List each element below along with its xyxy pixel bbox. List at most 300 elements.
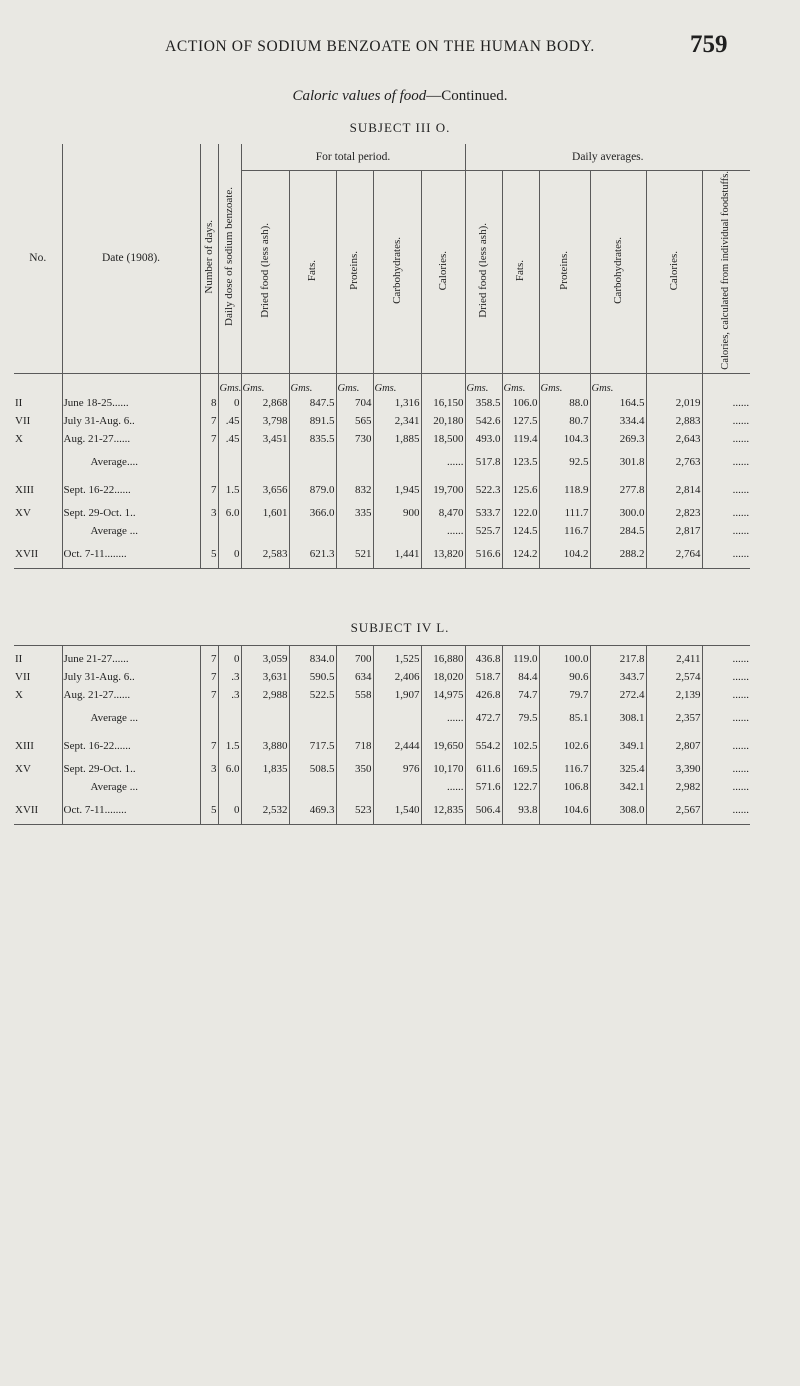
cell-daily-carbs: 277.8 bbox=[590, 476, 646, 504]
unit-label: Gms. bbox=[218, 373, 241, 394]
cell-total-fats: 834.0 bbox=[289, 650, 336, 668]
cell-dose: .45 bbox=[218, 430, 241, 448]
period-number: XV bbox=[15, 506, 31, 519]
daily-averages-header: Daily averages. bbox=[465, 144, 750, 171]
cell-daily-calories: 2,764 bbox=[646, 540, 702, 569]
cell-total-fats: 621.3 bbox=[289, 540, 336, 569]
cell-daily-calc: ...... bbox=[702, 430, 750, 448]
subject-3-table bbox=[14, 144, 750, 569]
cell-daily-carbs: 349.1 bbox=[590, 732, 646, 760]
cell-daily-fats: 122.7 bbox=[502, 778, 539, 796]
cell-total-fats: 835.5 bbox=[289, 430, 336, 448]
table-row bbox=[14, 412, 750, 430]
cell-total-calories: 14,975 bbox=[421, 686, 465, 704]
table-caption bbox=[0, 88, 800, 105]
cell-dose bbox=[218, 704, 241, 732]
cell-total-carbs bbox=[373, 704, 421, 732]
cell-daily-proteins: 92.5 bbox=[539, 448, 590, 476]
cell-daily-fats: 119.0 bbox=[502, 650, 539, 668]
cell-total-dried: 2,532 bbox=[241, 796, 289, 825]
cell-total-fats: 508.5 bbox=[289, 760, 336, 778]
date-cell: Sept. 16-22...... bbox=[62, 476, 200, 504]
cell-daily-fats: 123.5 bbox=[502, 448, 539, 476]
unit-cell-blank bbox=[646, 373, 702, 394]
cell-daily-dried: 554.2 bbox=[465, 732, 502, 760]
unit-label: Gms. bbox=[373, 373, 421, 394]
cell-days: 3 bbox=[200, 760, 218, 778]
average-label: Average.... bbox=[62, 448, 200, 476]
unit-label: Gms. bbox=[241, 373, 289, 394]
cell-daily-carbs: 300.0 bbox=[590, 504, 646, 522]
cell-daily-calories: 2,763 bbox=[646, 448, 702, 476]
unit-label: Gms. bbox=[289, 373, 336, 394]
cell-daily-dried: 542.6 bbox=[465, 412, 502, 430]
table-row bbox=[14, 732, 750, 760]
cell-daily-calories: 2,814 bbox=[646, 476, 702, 504]
unit-cell-blank bbox=[702, 373, 750, 394]
cell-daily-proteins: 79.7 bbox=[539, 686, 590, 704]
col-total-dried-header: Dried food (less ash). bbox=[241, 171, 289, 374]
period-number: II bbox=[15, 396, 23, 409]
unit-cell-blank bbox=[200, 373, 218, 394]
col-days-header: Number of days. bbox=[200, 144, 218, 373]
cell-total-dried bbox=[241, 522, 289, 540]
average-row bbox=[14, 448, 750, 476]
cell-days bbox=[200, 704, 218, 732]
cell-total-proteins bbox=[336, 778, 373, 796]
period-number: XIII bbox=[15, 483, 34, 496]
subject-4-table bbox=[14, 645, 750, 825]
cell-total-fats: 590.5 bbox=[289, 668, 336, 686]
cell-total-proteins: 730 bbox=[336, 430, 373, 448]
cell-days: 7 bbox=[200, 732, 218, 760]
average-row bbox=[14, 704, 750, 732]
cell-total-carbs: 2,406 bbox=[373, 668, 421, 686]
cell-total-proteins: 335 bbox=[336, 504, 373, 522]
col-total-carbs-header: Carbohydrates. bbox=[373, 171, 421, 374]
cell-daily-calories: 2,574 bbox=[646, 668, 702, 686]
cell-daily-proteins: 88.0 bbox=[539, 394, 590, 412]
cell-total-dried: 3,631 bbox=[241, 668, 289, 686]
cell-total-calories: 18,500 bbox=[421, 430, 465, 448]
cell-daily-dried: 436.8 bbox=[465, 650, 502, 668]
cell-days: 5 bbox=[200, 540, 218, 569]
cell-dose: 0 bbox=[218, 796, 241, 825]
date-cell: June 18-25...... bbox=[62, 394, 200, 412]
cell-daily-calc: ...... bbox=[702, 394, 750, 412]
date-cell: Aug. 21-27...... bbox=[62, 430, 200, 448]
cell-days: 3 bbox=[200, 504, 218, 522]
cell-daily-fats: 106.0 bbox=[502, 394, 539, 412]
subject-title-4: SUBJECT IV L. bbox=[350, 620, 450, 635]
cell-total-dried: 2,868 bbox=[241, 394, 289, 412]
cell-daily-fats: 125.6 bbox=[502, 476, 539, 504]
header-group-row bbox=[14, 144, 750, 171]
cell-dose: 1.5 bbox=[218, 732, 241, 760]
cell-total-dried: 3,059 bbox=[241, 650, 289, 668]
cell-daily-dried: 516.6 bbox=[465, 540, 502, 569]
cell-daily-calc: ...... bbox=[702, 522, 750, 540]
cell-daily-proteins: 116.7 bbox=[539, 760, 590, 778]
cell-total-calories: 20,180 bbox=[421, 412, 465, 430]
unit-label: Gms. bbox=[465, 373, 502, 394]
cell-daily-proteins: 102.6 bbox=[539, 732, 590, 760]
cell-total-dried: 3,798 bbox=[241, 412, 289, 430]
unit-label: Gms. bbox=[590, 373, 646, 394]
cell-daily-carbs: 308.1 bbox=[590, 704, 646, 732]
cell-daily-fats: 84.4 bbox=[502, 668, 539, 686]
period-number: VII bbox=[15, 414, 31, 427]
cell-total-dried bbox=[241, 704, 289, 732]
cell-total-carbs: 1,441 bbox=[373, 540, 421, 569]
period-number: II bbox=[15, 653, 23, 665]
cell-total-dried: 3,880 bbox=[241, 732, 289, 760]
cell-daily-proteins: 85.1 bbox=[539, 704, 590, 732]
cell-total-fats: 366.0 bbox=[289, 504, 336, 522]
cell-total-dried: 2,583 bbox=[241, 540, 289, 569]
cell-daily-proteins: 106.8 bbox=[539, 778, 590, 796]
cell-daily-fats: 169.5 bbox=[502, 760, 539, 778]
cell-daily-dried: 518.7 bbox=[465, 668, 502, 686]
period-number: VII bbox=[15, 671, 31, 683]
average-row bbox=[14, 522, 750, 540]
cell-daily-fats: 93.8 bbox=[502, 796, 539, 825]
unit-label bbox=[421, 373, 465, 394]
cell-total-proteins: 523 bbox=[336, 796, 373, 825]
cell-daily-calc: ...... bbox=[702, 732, 750, 760]
cell-daily-dried: 517.8 bbox=[465, 448, 502, 476]
cell-daily-calories: 2,643 bbox=[646, 430, 702, 448]
cell-daily-dried: 611.6 bbox=[465, 760, 502, 778]
cell-daily-proteins: 104.3 bbox=[539, 430, 590, 448]
cell-daily-fats: 127.5 bbox=[502, 412, 539, 430]
cell-daily-carbs: 301.8 bbox=[590, 448, 646, 476]
cell-dose: 0 bbox=[218, 394, 241, 412]
date-cell: Oct. 7-11........ bbox=[62, 796, 200, 825]
cell-daily-calories: 2,357 bbox=[646, 704, 702, 732]
cell-dose: 6.0 bbox=[218, 504, 241, 522]
col-daily-proteins-header: Proteins. bbox=[539, 171, 590, 374]
cell-daily-proteins: 100.0 bbox=[539, 650, 590, 668]
cell-daily-proteins: 90.6 bbox=[539, 668, 590, 686]
cell-daily-fats: 124.5 bbox=[502, 522, 539, 540]
cell-daily-fats: 102.5 bbox=[502, 732, 539, 760]
cell-days: 7 bbox=[200, 430, 218, 448]
cell-days: 8 bbox=[200, 394, 218, 412]
cell-daily-proteins: 104.2 bbox=[539, 540, 590, 569]
cell-daily-carbs: 308.0 bbox=[590, 796, 646, 825]
cell-days: 7 bbox=[200, 412, 218, 430]
cell-total-proteins bbox=[336, 522, 373, 540]
date-cell: June 21-27...... bbox=[62, 650, 200, 668]
cell-total-calories: 19,700 bbox=[421, 476, 465, 504]
cell-daily-carbs: 325.4 bbox=[590, 760, 646, 778]
cell-total-proteins: 718 bbox=[336, 732, 373, 760]
cell-dose: .45 bbox=[218, 412, 241, 430]
cell-daily-calories: 2,982 bbox=[646, 778, 702, 796]
cell-days: 7 bbox=[200, 686, 218, 704]
table-row bbox=[14, 796, 750, 825]
date-cell: July 31-Aug. 6.. bbox=[62, 412, 200, 430]
cell-total-carbs bbox=[373, 448, 421, 476]
cell-dose bbox=[218, 778, 241, 796]
cell-daily-carbs: 288.2 bbox=[590, 540, 646, 569]
cell-dose: 1.5 bbox=[218, 476, 241, 504]
cell-dose: .3 bbox=[218, 686, 241, 704]
cell-daily-calc: ...... bbox=[702, 778, 750, 796]
cell-total-dried: 3,656 bbox=[241, 476, 289, 504]
cell-daily-proteins: 111.7 bbox=[539, 504, 590, 522]
unit-label: Gms. bbox=[539, 373, 590, 394]
cell-daily-dried: 358.5 bbox=[465, 394, 502, 412]
cell-total-calories: 12,835 bbox=[421, 796, 465, 825]
date-cell: Sept. 29-Oct. 1.. bbox=[62, 504, 200, 522]
period-number bbox=[14, 704, 62, 732]
col-no-header: No. bbox=[14, 144, 62, 373]
cell-total-fats bbox=[289, 448, 336, 476]
average-label: Average ... bbox=[62, 704, 200, 732]
cell-total-calories: ...... bbox=[421, 522, 465, 540]
cell-daily-carbs: 272.4 bbox=[590, 686, 646, 704]
cell-daily-calc: ...... bbox=[702, 504, 750, 522]
cell-total-fats: 847.5 bbox=[289, 394, 336, 412]
cell-daily-calc: ...... bbox=[702, 650, 750, 668]
cell-daily-calc: ...... bbox=[702, 686, 750, 704]
cell-total-calories: ...... bbox=[421, 704, 465, 732]
cell-daily-carbs: 342.1 bbox=[590, 778, 646, 796]
cell-daily-carbs: 334.4 bbox=[590, 412, 646, 430]
cell-daily-dried: 506.4 bbox=[465, 796, 502, 825]
unit-cell-blank bbox=[62, 373, 200, 394]
cell-days: 7 bbox=[200, 650, 218, 668]
cell-days: 7 bbox=[200, 476, 218, 504]
col-daily-carbs-header: Carbohydrates. bbox=[590, 171, 646, 374]
period-number: X bbox=[15, 432, 23, 445]
cell-total-carbs: 1,525 bbox=[373, 650, 421, 668]
cell-daily-carbs: 164.5 bbox=[590, 394, 646, 412]
cell-daily-calc: ...... bbox=[702, 448, 750, 476]
cell-daily-carbs: 343.7 bbox=[590, 668, 646, 686]
cell-total-carbs bbox=[373, 522, 421, 540]
cell-total-fats: 469.3 bbox=[289, 796, 336, 825]
cell-daily-calories: 2,139 bbox=[646, 686, 702, 704]
cell-total-fats: 879.0 bbox=[289, 476, 336, 504]
cell-daily-calories: 2,019 bbox=[646, 394, 702, 412]
page-header bbox=[0, 31, 800, 68]
period-number: XV bbox=[15, 763, 31, 775]
period-number bbox=[14, 778, 62, 796]
cell-total-carbs: 2,341 bbox=[373, 412, 421, 430]
cell-daily-proteins: 118.9 bbox=[539, 476, 590, 504]
period-number: XVII bbox=[14, 796, 62, 825]
cell-dose bbox=[218, 522, 241, 540]
cell-daily-calc: ...... bbox=[702, 796, 750, 825]
col-dose-header: Daily dose of sodium benzoate. bbox=[218, 144, 241, 373]
cell-daily-dried: 472.7 bbox=[465, 704, 502, 732]
cell-total-carbs: 1,540 bbox=[373, 796, 421, 825]
col-total-fats-header: Fats. bbox=[289, 171, 336, 374]
average-label: Average ... bbox=[62, 778, 200, 796]
col-total-calories-header: Calories. bbox=[421, 171, 465, 374]
cell-total-carbs: 1,907 bbox=[373, 686, 421, 704]
cell-daily-calc: ...... bbox=[702, 760, 750, 778]
cell-total-calories: 16,880 bbox=[421, 650, 465, 668]
cell-dose: .3 bbox=[218, 668, 241, 686]
cell-daily-calories: 2,817 bbox=[646, 522, 702, 540]
cell-total-proteins: 565 bbox=[336, 412, 373, 430]
cell-days: 7 bbox=[200, 668, 218, 686]
running-head: ACTION OF SODIUM BENZOATE ON THE HUMAN BODY. bbox=[165, 38, 595, 55]
date-cell: July 31-Aug. 6.. bbox=[62, 668, 200, 686]
cell-dose: 0 bbox=[218, 650, 241, 668]
date-cell: Sept. 16-22...... bbox=[62, 732, 200, 760]
unit-label: Gms. bbox=[502, 373, 539, 394]
cell-total-proteins bbox=[336, 448, 373, 476]
cell-daily-carbs: 284.5 bbox=[590, 522, 646, 540]
cell-daily-calories: 2,823 bbox=[646, 504, 702, 522]
col-daily-dried-header: Dried food (less ash). bbox=[465, 171, 502, 374]
table-row bbox=[14, 504, 750, 522]
cell-total-dried bbox=[241, 448, 289, 476]
cell-dose: 6.0 bbox=[218, 760, 241, 778]
caption-title: Caloric values of food bbox=[292, 88, 427, 104]
cell-days bbox=[200, 778, 218, 796]
period-number: XIII bbox=[15, 740, 34, 752]
cell-daily-fats: 124.2 bbox=[502, 540, 539, 569]
cell-daily-proteins: 80.7 bbox=[539, 412, 590, 430]
cell-total-calories: 19,650 bbox=[421, 732, 465, 760]
cell-days bbox=[200, 448, 218, 476]
table-row bbox=[14, 430, 750, 448]
cell-total-dried bbox=[241, 778, 289, 796]
col-daily-calories-header: Calories. bbox=[646, 171, 702, 374]
cell-total-carbs: 976 bbox=[373, 760, 421, 778]
cell-total-calories: 8,470 bbox=[421, 504, 465, 522]
cell-total-calories: ...... bbox=[421, 448, 465, 476]
cell-total-proteins: 634 bbox=[336, 668, 373, 686]
cell-total-carbs bbox=[373, 778, 421, 796]
cell-total-calories: ...... bbox=[421, 778, 465, 796]
cell-daily-calc: ...... bbox=[702, 540, 750, 569]
col-total-proteins-header: Proteins. bbox=[336, 171, 373, 374]
cell-dose: 0 bbox=[218, 540, 241, 569]
cell-daily-fats: 79.5 bbox=[502, 704, 539, 732]
cell-daily-calc: ...... bbox=[702, 704, 750, 732]
period-number bbox=[14, 448, 62, 476]
date-cell: Oct. 7-11........ bbox=[62, 540, 200, 569]
cell-total-proteins: 521 bbox=[336, 540, 373, 569]
table-row bbox=[14, 540, 750, 569]
cell-total-carbs: 1,885 bbox=[373, 430, 421, 448]
cell-dose bbox=[218, 448, 241, 476]
cell-total-fats: 522.5 bbox=[289, 686, 336, 704]
table-row bbox=[14, 686, 750, 704]
col-date-header: Date (1908). bbox=[62, 144, 200, 373]
cell-daily-dried: 533.7 bbox=[465, 504, 502, 522]
cell-daily-proteins: 104.6 bbox=[539, 796, 590, 825]
cell-daily-proteins: 116.7 bbox=[539, 522, 590, 540]
date-cell: Sept. 29-Oct. 1.. bbox=[62, 760, 200, 778]
unit-cell-blank bbox=[14, 373, 62, 394]
cell-daily-carbs: 269.3 bbox=[590, 430, 646, 448]
table-row bbox=[14, 476, 750, 504]
cell-daily-calories: 2,883 bbox=[646, 412, 702, 430]
cell-daily-calories: 2,411 bbox=[646, 650, 702, 668]
cell-total-fats: 891.5 bbox=[289, 412, 336, 430]
cell-daily-dried: 426.8 bbox=[465, 686, 502, 704]
cell-total-proteins: 704 bbox=[336, 394, 373, 412]
table-row bbox=[14, 668, 750, 686]
cell-total-calories: 16,150 bbox=[421, 394, 465, 412]
cell-total-carbs: 1,945 bbox=[373, 476, 421, 504]
col-daily-calc-header: Calories, calculated from individual foodstuffs. bbox=[702, 171, 750, 374]
date-cell: Aug. 21-27...... bbox=[62, 686, 200, 704]
units-row bbox=[14, 373, 750, 394]
cell-daily-fats: 119.4 bbox=[502, 430, 539, 448]
cell-daily-calories: 2,807 bbox=[646, 732, 702, 760]
cell-total-dried: 1,835 bbox=[241, 760, 289, 778]
cell-total-carbs: 2,444 bbox=[373, 732, 421, 760]
cell-daily-calories: 3,390 bbox=[646, 760, 702, 778]
cell-daily-calc: ...... bbox=[702, 476, 750, 504]
cell-daily-dried: 571.6 bbox=[465, 778, 502, 796]
cell-total-calories: 10,170 bbox=[421, 760, 465, 778]
total-period-header: For total period. bbox=[241, 144, 465, 171]
cell-total-proteins: 700 bbox=[336, 650, 373, 668]
cell-total-proteins bbox=[336, 704, 373, 732]
cell-daily-fats: 74.7 bbox=[502, 686, 539, 704]
cell-total-fats bbox=[289, 522, 336, 540]
cell-total-fats bbox=[289, 704, 336, 732]
cell-total-dried: 3,451 bbox=[241, 430, 289, 448]
cell-total-proteins: 832 bbox=[336, 476, 373, 504]
cell-total-carbs: 900 bbox=[373, 504, 421, 522]
average-row bbox=[14, 778, 750, 796]
cell-total-fats bbox=[289, 778, 336, 796]
col-daily-fats-header: Fats. bbox=[502, 171, 539, 374]
cell-total-proteins: 558 bbox=[336, 686, 373, 704]
cell-total-dried: 1,601 bbox=[241, 504, 289, 522]
unit-label: Gms. bbox=[336, 373, 373, 394]
cell-days: 5 bbox=[200, 796, 218, 825]
cell-daily-calc: ...... bbox=[702, 412, 750, 430]
period-number: XVII bbox=[14, 540, 62, 569]
page-number: 759 bbox=[690, 31, 728, 58]
table-row bbox=[14, 650, 750, 668]
cell-total-calories: 13,820 bbox=[421, 540, 465, 569]
table-row bbox=[14, 394, 750, 412]
cell-days bbox=[200, 522, 218, 540]
period-number bbox=[14, 522, 62, 540]
cell-total-carbs: 1,316 bbox=[373, 394, 421, 412]
caption-continued: —Continued. bbox=[426, 88, 508, 104]
cell-daily-dried: 525.7 bbox=[465, 522, 502, 540]
cell-daily-dried: 522.3 bbox=[465, 476, 502, 504]
cell-daily-fats: 122.0 bbox=[502, 504, 539, 522]
cell-total-proteins: 350 bbox=[336, 760, 373, 778]
period-number: X bbox=[15, 689, 23, 701]
cell-daily-calories: 2,567 bbox=[646, 796, 702, 825]
cell-total-dried: 2,988 bbox=[241, 686, 289, 704]
table-row bbox=[14, 760, 750, 778]
cell-total-fats: 717.5 bbox=[289, 732, 336, 760]
average-label: Average ... bbox=[62, 522, 200, 540]
cell-daily-dried: 493.0 bbox=[465, 430, 502, 448]
cell-total-calories: 18,020 bbox=[421, 668, 465, 686]
subject-title-3: SUBJECT III O. bbox=[349, 120, 451, 135]
cell-daily-calc: ...... bbox=[702, 668, 750, 686]
cell-daily-carbs: 217.8 bbox=[590, 650, 646, 668]
